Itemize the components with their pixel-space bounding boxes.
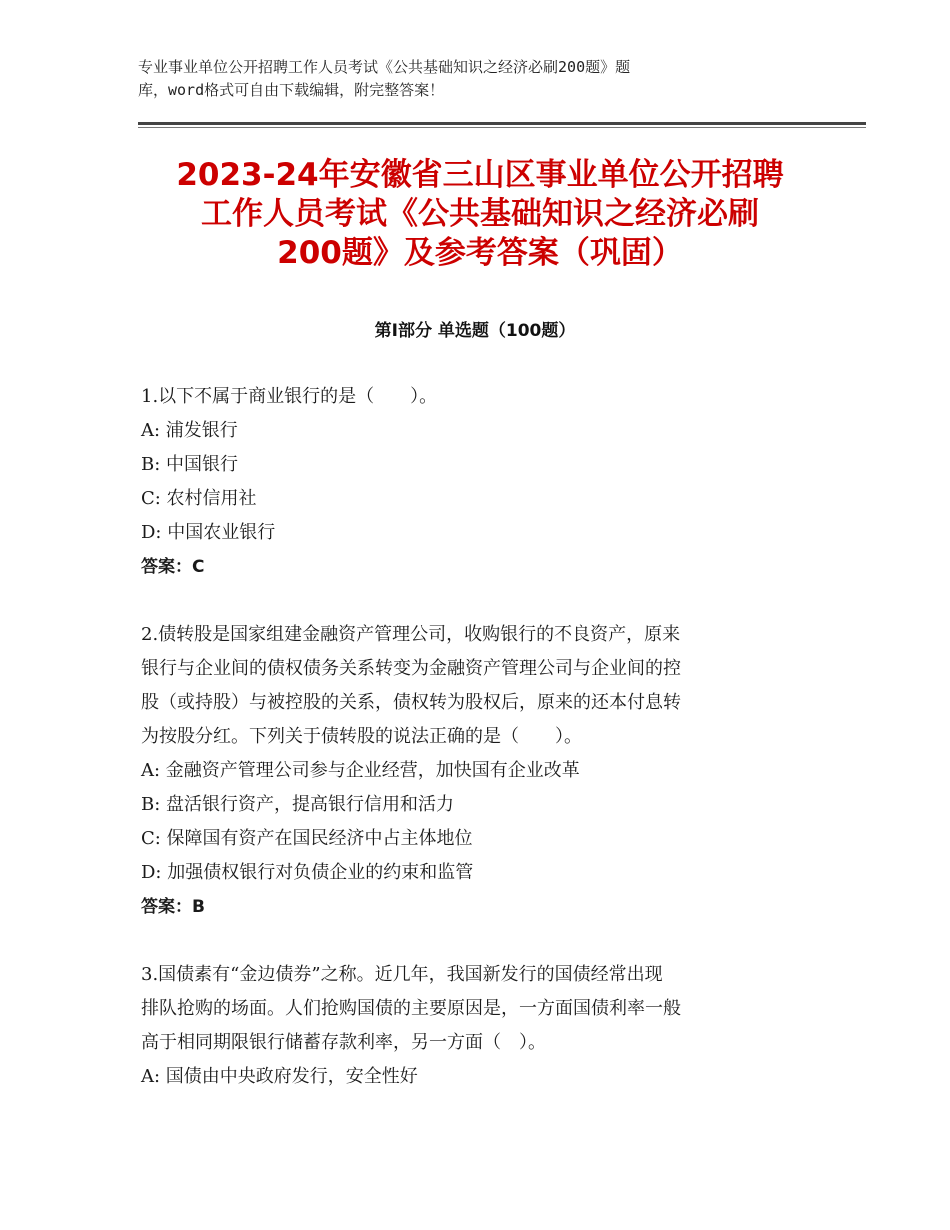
question-2: [141, 618, 821, 924]
question-2-option-b: B: 盘活银行资产，提高银行信用和活力: [141, 794, 455, 815]
title-line-1: 2023-24年安徽省三山区事业单位公开招聘: [176, 157, 784, 193]
section-title: 第Ⅰ部分 单选题（100题）: [374, 321, 576, 341]
question-2-stem-line-2: 银行与企业间的债权债务关系转变为金融资产管理公司与企业间的控: [141, 658, 681, 679]
title-line-2: 工作人员考试《公共基础知识之经济必刷: [201, 196, 759, 232]
question-1-option-c: C: 农村信用社: [141, 488, 257, 509]
question-1-option-d: D: 中国农业银行: [141, 522, 276, 543]
question-2-option-a: A: 金融资产管理公司参与企业经营，加快国有企业改革: [141, 760, 580, 781]
question-2-stem-line-4: 为按股分红。下列关于债转股的说法正确的是（ ）。: [141, 726, 582, 747]
question-1-stem: 1.以下不属于商业银行的是（ ）。: [141, 386, 438, 407]
question-2-option-d: D: 加强债权银行对负债企业的约束和监管: [141, 862, 474, 883]
header-note: [138, 56, 798, 102]
title-line-3: 200题》及参考答案（巩固）: [277, 235, 683, 271]
question-1-answer: 答案：C: [141, 557, 205, 577]
header-divider-thin: [138, 127, 866, 128]
question-1-option-a: A: 浦发银行: [141, 420, 238, 441]
question-3-stem-line-1: 3.国债素有“金边债券”之称。近几年，我国新发行的国债经常出现: [141, 964, 663, 985]
question-3: [141, 958, 821, 1094]
question-3-stem-line-3: 高于相同期限银行储蓄存款利率，另一方面（ ）。: [141, 1032, 546, 1053]
question-3-option-a: A: 国债由中央政府发行，安全性好: [141, 1066, 418, 1087]
question-3-stem-line-2: 排队抢购的场面。人们抢购国债的主要原因是，一方面国债利率一般: [141, 998, 681, 1019]
question-2-stem-line-1: 2.债转股是国家组建金融资产管理公司，收购银行的不良资产，原来: [141, 624, 681, 645]
question-1-option-b: B: 中国银行: [141, 454, 239, 475]
header-divider-thick: [138, 122, 866, 125]
header-note-line-1: 专业事业单位公开招聘工作人员考试《公共基础知识之经济必刷200题》题: [138, 58, 631, 76]
question-2-option-c: C: 保障国有资产在国民经济中占主体地位: [141, 828, 473, 849]
header-note-line-2: 库，word格式可自由下载编辑，附完整答案！: [138, 81, 445, 99]
question-2-answer: 答案：B: [141, 897, 205, 917]
document-title: [140, 156, 820, 273]
question-1: [141, 380, 821, 584]
question-2-stem-line-3: 股（或持股）与被控股的关系，债权转为股权后，原来的还本付息转: [141, 692, 681, 713]
